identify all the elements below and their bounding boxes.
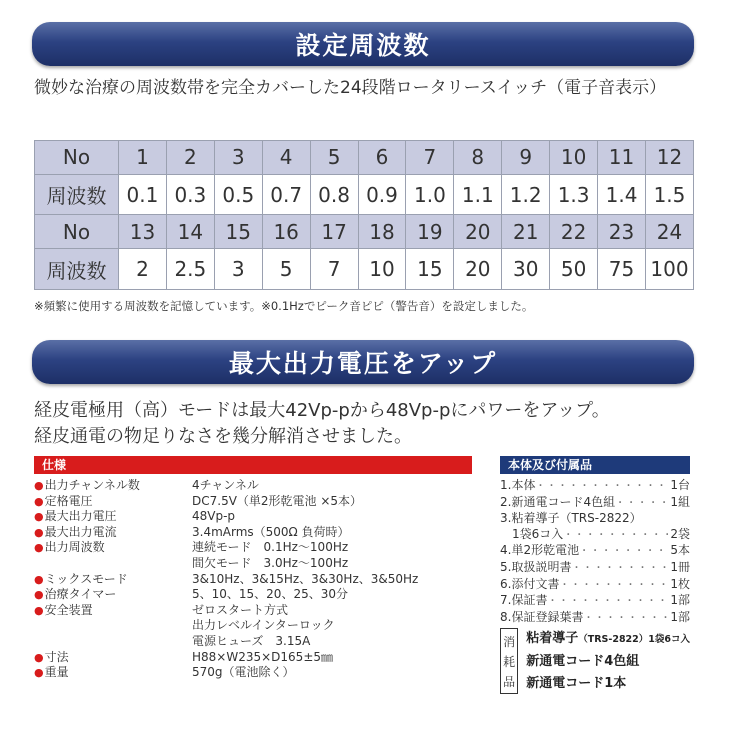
accessory-name: 1袋6コ入 xyxy=(512,526,564,541)
spec-row xyxy=(34,603,474,650)
table-cell: 2 xyxy=(119,249,167,290)
bullet-icon: ● xyxy=(34,666,44,680)
section-title: 最大出力電圧をアップ xyxy=(228,349,498,378)
table-row xyxy=(35,249,694,290)
frequency-table xyxy=(34,140,694,290)
accessory-name: 8.保証登録葉書 xyxy=(500,609,584,624)
frequency-note: ※頻繁に使用する周波数を記憶しています。※0.1Hzでピーク音ピピ（警告音）を設定しました。 xyxy=(34,299,534,313)
frequency-description: 微妙な治療の周波数帯を完全カバーした24段階ロータリースイッチ（電子音表示） xyxy=(34,78,667,98)
accessory-item xyxy=(500,511,690,527)
accessory-name: 2.新通電コード4色組 xyxy=(500,494,616,509)
spec-label xyxy=(34,650,192,666)
spec-values xyxy=(192,650,474,666)
table-cell: 17 xyxy=(310,215,358,249)
spec-value: 48Vp-p xyxy=(192,509,236,524)
spec-value: 4チャンネル xyxy=(192,478,259,492)
spec-label xyxy=(34,525,192,541)
bullet-icon: ● xyxy=(34,479,44,492)
table-cell: 0.7 xyxy=(262,174,310,215)
accessory-name: 4.単2形乾電池 xyxy=(500,543,580,558)
table-cell: 0.1 xyxy=(119,174,167,215)
accessories-list xyxy=(500,478,690,626)
table-cell: 75 xyxy=(598,249,646,290)
spec-value: 5、10、15、20、25、30分 xyxy=(192,587,348,602)
spec-label-text: 安全装置 xyxy=(44,602,93,617)
table-cell: 4 xyxy=(262,141,310,175)
accessory-qty: 1枚 xyxy=(670,576,690,591)
table-cell: 8 xyxy=(454,141,502,175)
consumables-items xyxy=(518,628,690,694)
consumable-item: 新通電コード1本 xyxy=(526,676,627,691)
spec-values xyxy=(192,509,474,525)
consumables-label xyxy=(500,628,518,694)
label-char: 耗 xyxy=(503,654,516,669)
table-cell: 0.9 xyxy=(358,174,406,215)
table-cell: 3 xyxy=(214,249,262,290)
table-cell: 1.1 xyxy=(454,174,502,215)
row-label: 周波数 xyxy=(35,249,119,290)
table-cell: 1 xyxy=(119,141,167,175)
accessory-item xyxy=(500,478,690,495)
label-char: 品 xyxy=(503,674,516,689)
consumables-box xyxy=(500,628,690,694)
spec-row xyxy=(34,665,474,681)
spec-values xyxy=(192,665,474,681)
leader-dots xyxy=(571,560,668,577)
spec-row xyxy=(34,509,474,525)
bullet-icon: ● xyxy=(34,541,44,555)
consumable-main: 粘着導子 xyxy=(526,631,579,646)
spec-label-text: 出力周波数 xyxy=(44,540,105,555)
table-cell: 7 xyxy=(310,249,358,290)
spec-label xyxy=(34,494,192,510)
spec-value: 連続モード 0.1Hz～100Hz xyxy=(192,540,349,555)
spec-value: H88×W235×D165±5㎜ xyxy=(192,649,334,664)
accessories-header: 本体及び付属品 xyxy=(500,456,690,474)
table-cell: 20 xyxy=(454,249,502,290)
table-cell: 9 xyxy=(502,141,550,175)
accessory-qty: 1部 xyxy=(670,593,690,608)
table-cell: 10 xyxy=(550,141,598,175)
spec-values xyxy=(192,494,474,510)
spec-values xyxy=(192,525,474,541)
specs-list xyxy=(34,478,474,681)
spec-label-text: ミックスモード xyxy=(44,571,128,586)
table-cell: 1.3 xyxy=(550,174,598,215)
row-label: 周波数 xyxy=(35,174,119,215)
accessory-item xyxy=(500,560,690,577)
table-cell: 0.5 xyxy=(214,174,262,215)
table-cell: 15 xyxy=(406,249,454,290)
table-row xyxy=(35,141,694,175)
spec-value: ゼロスタート方式 xyxy=(192,602,289,617)
spec-label-text: 治療タイマー xyxy=(44,587,117,602)
leader-dots xyxy=(547,593,668,610)
leader-dots xyxy=(559,577,668,594)
spec-value: 出力レベルインターロック xyxy=(192,618,335,633)
spec-label xyxy=(34,572,192,588)
bullet-icon: ● xyxy=(34,603,44,617)
accessory-qty: 1冊 xyxy=(670,559,690,574)
lead-line: 経皮通電の物足りなさを幾分解消させました。 xyxy=(34,426,412,447)
bullet-icon: ● xyxy=(34,510,44,524)
accessory-item xyxy=(500,593,690,610)
accessory-item xyxy=(500,610,690,627)
spec-values xyxy=(192,478,474,494)
accessory-subitem xyxy=(500,527,690,544)
accessory-qty: 2袋 xyxy=(670,526,690,541)
bullet-icon: ● xyxy=(34,494,44,508)
spec-values xyxy=(192,572,474,588)
spec-label xyxy=(34,665,192,681)
table-cell: 11 xyxy=(598,141,646,175)
table-cell: 15 xyxy=(214,215,262,249)
spec-label xyxy=(34,603,192,650)
spec-value: 3.4mArms（500Ω 負荷時） xyxy=(192,524,350,539)
table-cell: 1.5 xyxy=(645,174,693,215)
leader-dots xyxy=(583,610,668,627)
table-cell: 12 xyxy=(645,141,693,175)
table-cell: 100 xyxy=(645,249,693,290)
table-cell: 6 xyxy=(358,141,406,175)
spec-row xyxy=(34,572,474,588)
accessory-item xyxy=(500,577,690,594)
spec-values xyxy=(192,540,474,571)
table-cell: 5 xyxy=(310,141,358,175)
table-cell: 22 xyxy=(550,215,598,249)
lead-line: 経皮電極用（高）モードは最大42Vp-pから48Vp-pにパワーをアップ。 xyxy=(34,400,610,421)
row-label: No xyxy=(35,141,119,175)
consumable-detail: （TRS-2822）1袋6コ入 xyxy=(578,634,690,645)
accessory-name: 1.本体 xyxy=(500,478,536,492)
spec-label xyxy=(34,509,192,525)
spec-label xyxy=(34,587,192,603)
table-cell: 50 xyxy=(550,249,598,290)
specs-header: 仕様 xyxy=(34,456,472,474)
table-cell: 16 xyxy=(262,215,310,249)
table-cell: 0.3 xyxy=(166,174,214,215)
table-cell: 21 xyxy=(502,215,550,249)
spec-value: 570g（電池除く） xyxy=(192,665,295,680)
section-banner-voltage xyxy=(32,340,694,384)
table-cell: 20 xyxy=(454,215,502,249)
spec-row xyxy=(34,587,474,603)
table-cell: 1.0 xyxy=(406,174,454,215)
section-banner-frequency xyxy=(32,22,694,66)
table-cell: 30 xyxy=(502,249,550,290)
table-cell: 24 xyxy=(645,215,693,249)
consumable-item: 新通電コード4色組 xyxy=(526,654,640,669)
table-cell: 1.2 xyxy=(502,174,550,215)
spec-value: 間欠モード 3.0Hz～100Hz xyxy=(192,555,349,570)
spec-row xyxy=(34,540,474,571)
bullet-icon: ● xyxy=(34,525,44,539)
table-cell: 10 xyxy=(358,249,406,290)
accessory-item xyxy=(500,495,690,512)
table-cell: 18 xyxy=(358,215,406,249)
table-cell: 5 xyxy=(262,249,310,290)
leader-dots xyxy=(563,527,668,544)
consumable-item xyxy=(526,628,690,651)
spec-values xyxy=(192,603,474,650)
table-cell: 2 xyxy=(166,141,214,175)
spec-value: DC7.5V（単2形乾電池 ×5本） xyxy=(192,493,363,508)
accessory-qty: 1台 xyxy=(670,478,690,492)
spec-label-text: 最大出力電流 xyxy=(44,524,117,539)
accessory-qty: 5本 xyxy=(670,543,690,558)
row-label: No xyxy=(35,215,119,249)
spec-label-text: 重量 xyxy=(44,665,69,680)
spec-value: 電源ヒューズ 3.15A xyxy=(192,633,311,648)
section-title: 設定周波数 xyxy=(295,31,431,60)
spec-row xyxy=(34,494,474,510)
bullet-icon: ● xyxy=(34,572,44,586)
spec-label xyxy=(34,478,192,494)
accessory-item xyxy=(500,543,690,560)
label-char: 消 xyxy=(503,634,516,649)
accessory-name: 5.取扱説明書 xyxy=(500,559,572,574)
spec-value: 3&10Hz、3&15Hz、3&30Hz、3&50Hz xyxy=(192,571,419,586)
accessory-name: 3.粘着導子（TRS-2822） xyxy=(500,511,642,526)
spec-row xyxy=(34,650,474,666)
bullet-icon: ● xyxy=(34,650,44,664)
spec-label-text: 出力チャンネル数 xyxy=(44,478,140,492)
bullet-icon: ● xyxy=(34,588,44,602)
spec-label-text: 寸法 xyxy=(44,649,69,664)
table-row xyxy=(35,174,694,215)
accessory-qty: 1組 xyxy=(670,494,690,509)
table-cell: 19 xyxy=(406,215,454,249)
table-cell: 2.5 xyxy=(166,249,214,290)
spec-label xyxy=(34,540,192,571)
leader-dots xyxy=(615,495,668,512)
spec-values xyxy=(192,587,474,603)
table-row xyxy=(35,215,694,249)
spec-label-text: 定格電圧 xyxy=(44,493,93,508)
leader-dots xyxy=(579,543,668,560)
accessory-name: 6.添付文書 xyxy=(500,576,560,591)
spec-label-text: 最大出力電圧 xyxy=(44,509,117,524)
accessory-name: 7.保証書 xyxy=(500,593,548,608)
table-cell: 3 xyxy=(214,141,262,175)
table-cell: 13 xyxy=(119,215,167,249)
table-cell: 23 xyxy=(598,215,646,249)
table-cell: 14 xyxy=(166,215,214,249)
spec-row xyxy=(34,478,474,494)
table-cell: 7 xyxy=(406,141,454,175)
table-cell: 1.4 xyxy=(598,174,646,215)
leader-dots xyxy=(535,478,668,495)
voltage-description xyxy=(34,398,694,450)
spec-row xyxy=(34,525,474,541)
accessory-qty: 1部 xyxy=(670,609,690,624)
table-cell: 0.8 xyxy=(310,174,358,215)
